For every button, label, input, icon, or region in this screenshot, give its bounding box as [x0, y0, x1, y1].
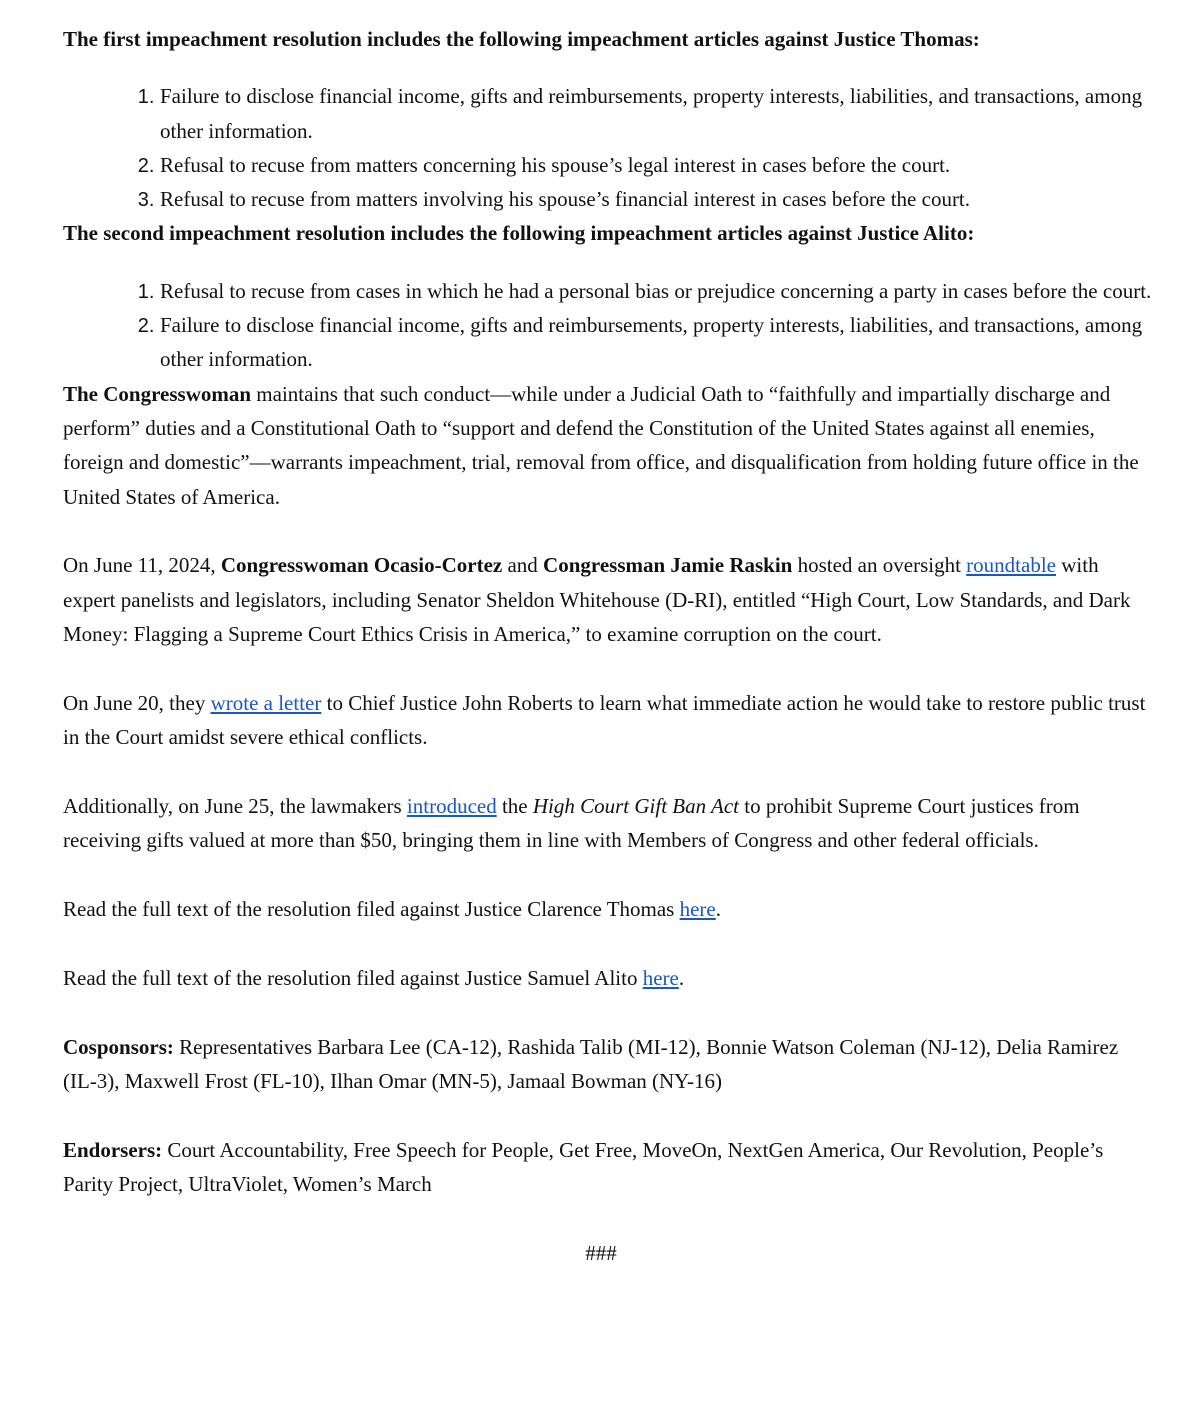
list-item: 2. Failure to disclose financial income, gifts and reimbursements, property interests, liabilities, and transactions, among other information.	[160, 308, 1153, 377]
paragraph-text: to prohibit Supreme Court justices from receiving gifts valued at more than $50, bringing them in line with Members of Congress and other federal officials.	[63, 793, 1080, 853]
cosponsors-paragraph	[63, 1030, 1153, 1099]
gift-ban-paragraph	[63, 789, 1153, 858]
congresswoman-text: maintains that such conduct—while under a Judicial Oath to “faithfully and impartially discharge and perform” duties and a Constitutional Oath to “support and defend the Constitution of the United States against all enemies, foreign and domestic”—warrants impeachment, trial, removal from office, and disqualification from holding future office in the United States of America.	[63, 381, 1139, 509]
endorsers-label: Endorsers:	[63, 1137, 163, 1162]
thomas-resolution-here-link[interactable]: here	[679, 896, 716, 921]
paragraph-text: the	[496, 793, 533, 818]
endorsers-paragraph	[63, 1133, 1153, 1202]
alito-resolution-here-link[interactable]: here	[642, 965, 679, 990]
congresswoman-paragraph	[63, 377, 1153, 514]
raskin-name: Congressman Jamie Raskin	[543, 553, 793, 578]
list-item: 1. Refusal to recuse from cases in which he had a personal bias or prejudice concerning a party in cases before the court.	[160, 274, 1153, 308]
paragraph-text: Read the full text of the resolution filed against Justice Clarence Thomas	[63, 896, 680, 921]
paragraph-text: .	[715, 896, 721, 921]
wrote-a-letter-link[interactable]: wrote a letter	[210, 690, 322, 715]
roundtable-link[interactable]: roundtable	[966, 553, 1056, 578]
paragraph-text: hosted an oversight	[792, 553, 967, 578]
alito-heading: The second impeachment resolution includes the following impeachment articles against Justice Alito:	[63, 221, 975, 246]
paragraph-text: to Chief Justice John Roberts to learn what immediate action he would take to restore public trust in the Court amidst severe ethical conflicts.	[63, 690, 1146, 750]
list-item: 2. Refusal to recuse from matters concerning his spouse’s legal interest in cases before the court.	[160, 148, 1153, 182]
roundtable-paragraph	[63, 548, 1153, 651]
list-item: 3. Refusal to recuse from matters involving his spouse’s financial interest in cases before the court.	[160, 182, 1153, 216]
cosponsors-list: Representatives Barbara Lee (CA-12), Rashida Talib (MI-12), Bonnie Watson Coleman (NJ-12), Delia Ramirez (IL-3), Maxwell Frost (FL-10), Ilhan Omar (MN-5), Jamaal Bowman (NY-16)	[63, 1034, 1119, 1093]
paragraph-text: with expert panelists and legislators, including Senator Sheldon Whitehouse (D-RI), entitled “High Court, Low Standards, and Dark Money: Flagging a Supreme Court Ethics Crisis in America,” to examine corruption on the court.	[63, 553, 1131, 646]
paragraph-text: .	[678, 965, 685, 990]
press-release-body	[63, 22, 1153, 1270]
thomas-resolution-paragraph	[63, 892, 1153, 926]
paragraph-text: On June 20, they	[63, 690, 211, 715]
paragraph-text: On June 11, 2024,	[63, 553, 221, 578]
paragraph-text: Read the full text of the resolution filed against Justice Samuel Alito	[63, 965, 643, 990]
letter-paragraph	[63, 686, 1153, 755]
cosponsors-label: Cosponsors:	[63, 1034, 174, 1059]
alito-articles-list	[63, 274, 1153, 377]
list-item: 1. Failure to disclose financial income, gifts and reimbursements, property interests, liabilities, and transactions, among other information.	[160, 79, 1153, 148]
introduced-link[interactable]: introduced	[406, 793, 497, 818]
endorsers-list: Court Accountability, Free Speech for People, Get Free, MoveOn, NextGen America, Our Revolution, People’s Parity Project, UltraViolet, Women’s March	[63, 1137, 1104, 1196]
congresswoman-bold: The Congresswoman	[63, 381, 252, 406]
gift-ban-act-title: High Court Gift Ban Act	[532, 793, 739, 818]
paragraph-text: and	[502, 553, 544, 578]
ocasio-cortez-name: Congresswoman Ocasio-Cortez	[220, 553, 503, 578]
thomas-heading: The first impeachment resolution includes the following impeachment articles against Justice Thomas:	[63, 27, 980, 51]
alito-resolution-paragraph	[63, 961, 1153, 995]
end-mark: ###	[585, 1240, 617, 1265]
thomas-articles-list	[63, 79, 1153, 216]
paragraph-text: Additionally, on June 25, the lawmakers	[63, 793, 407, 818]
